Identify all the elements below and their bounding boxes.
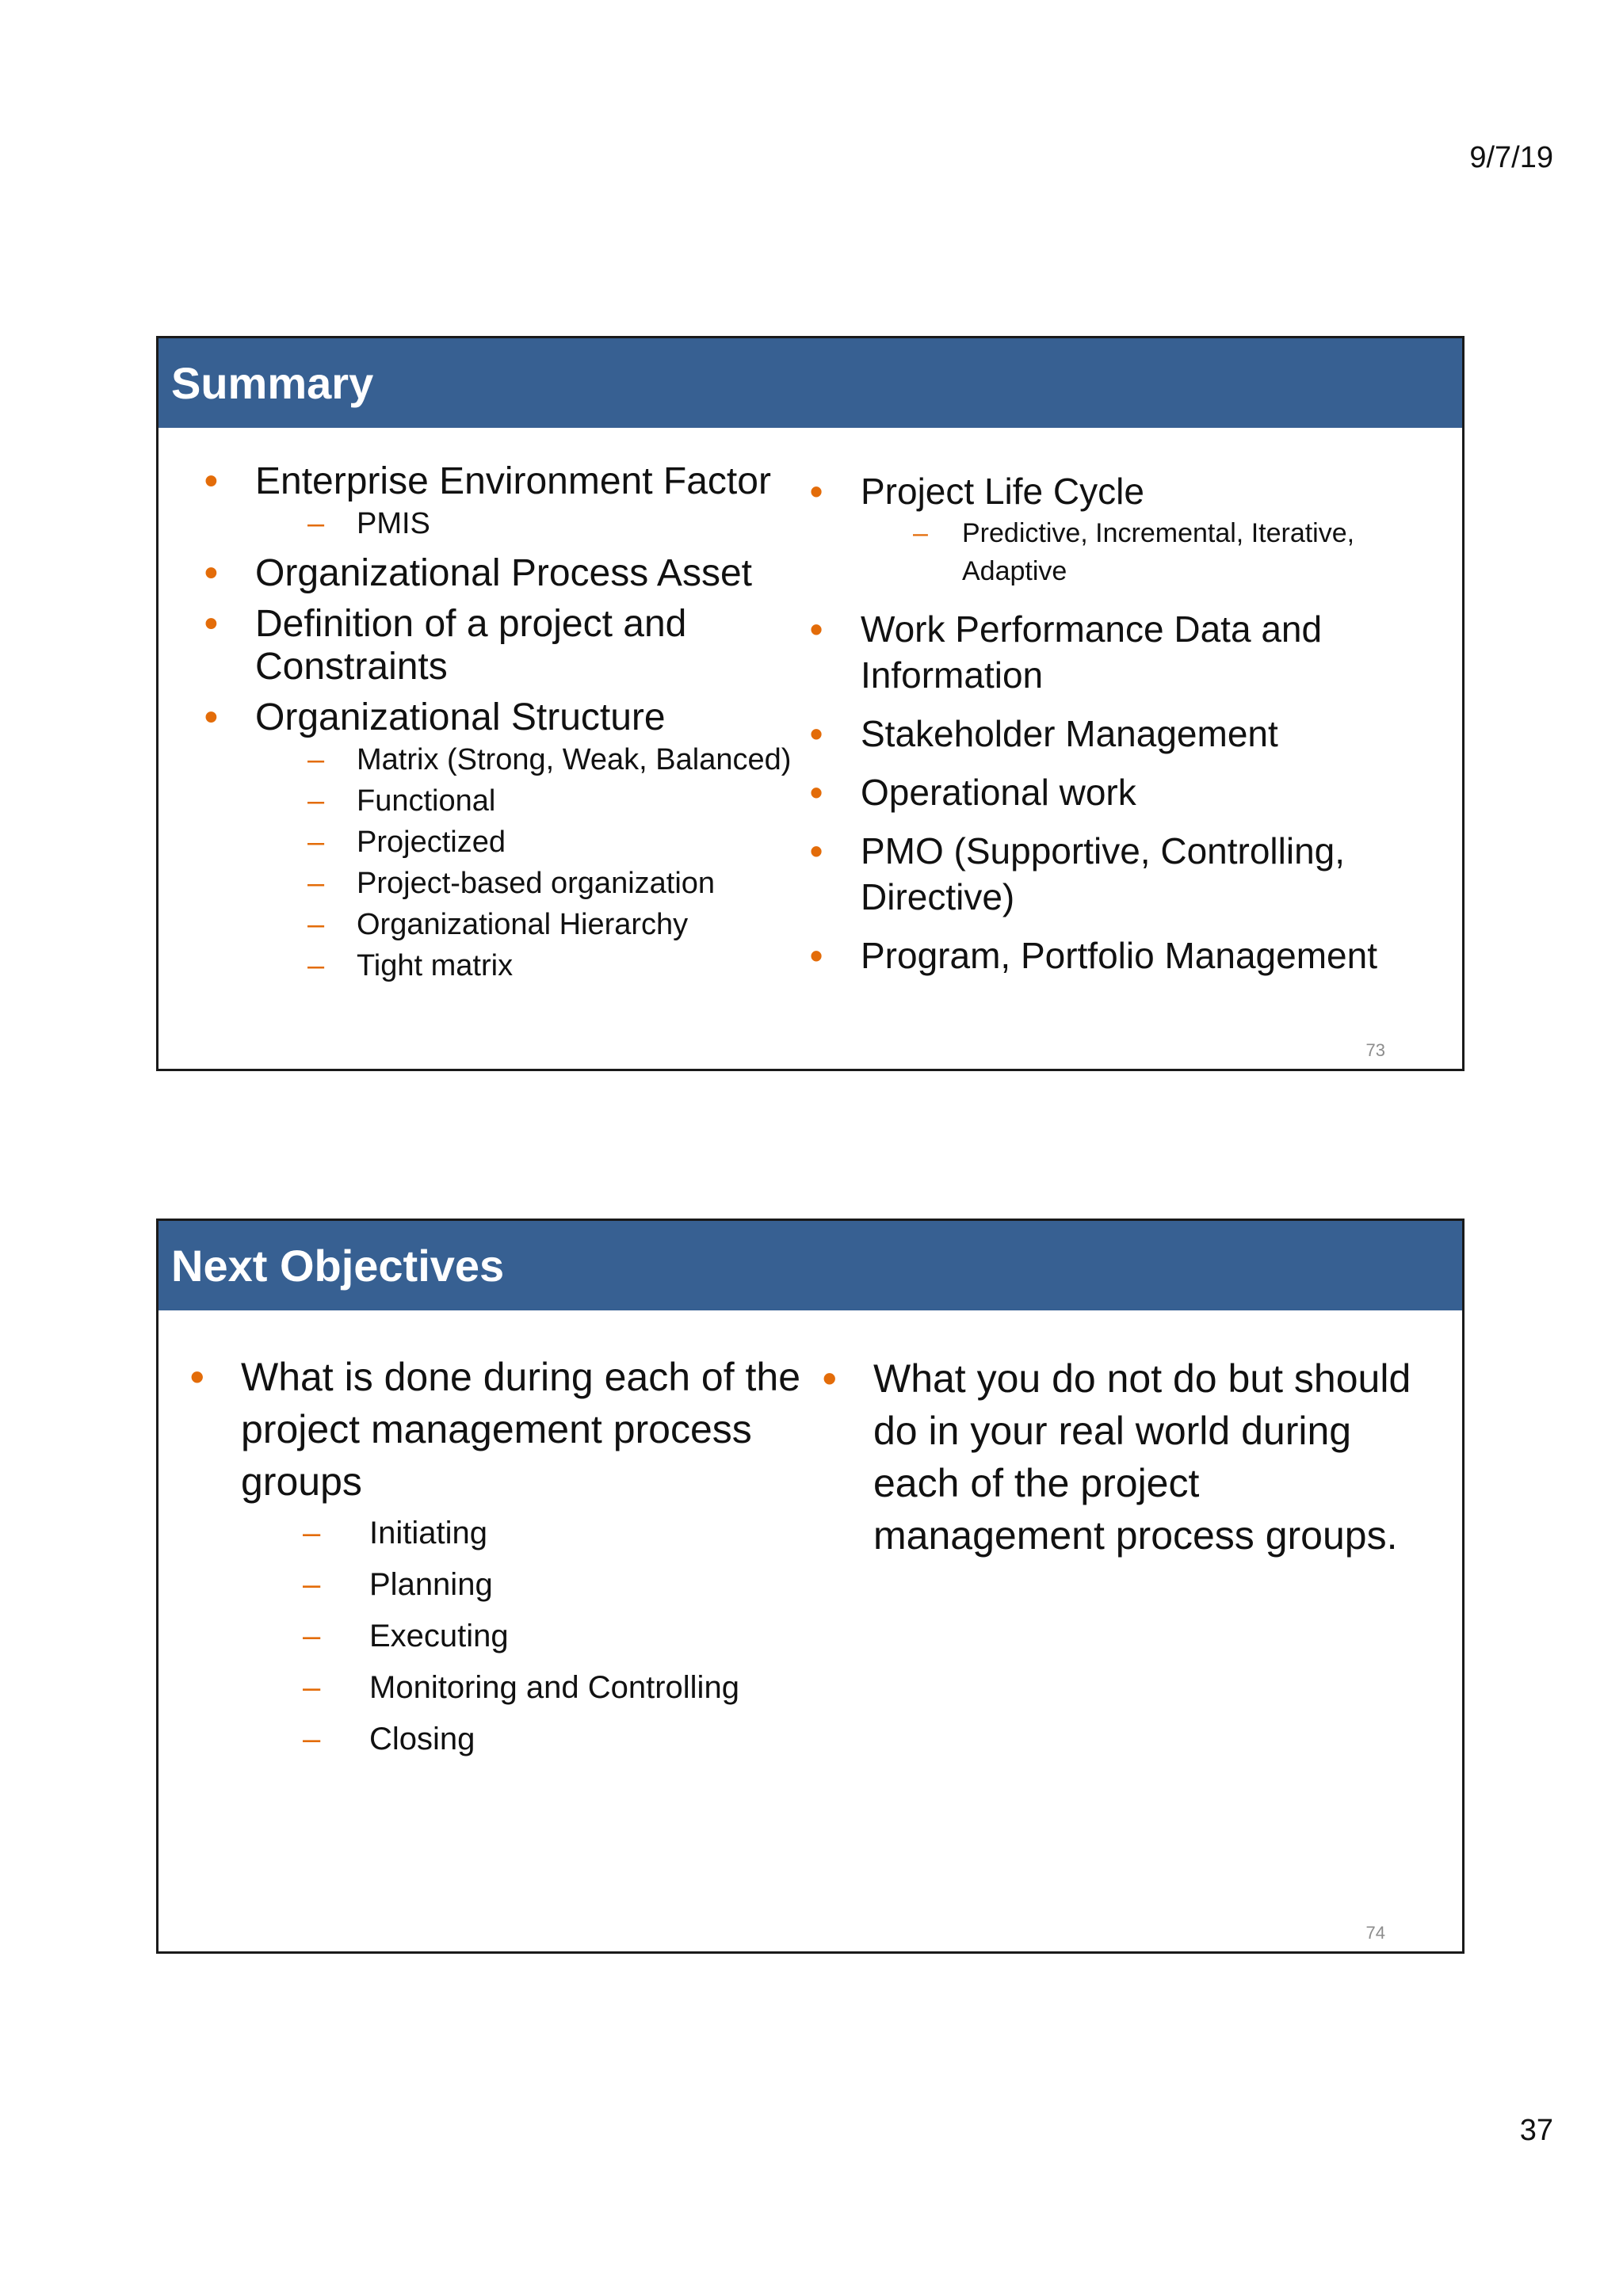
slide-summary bbox=[156, 336, 1465, 1071]
objectives-left-list bbox=[190, 1351, 808, 1773]
list-item bbox=[204, 696, 807, 986]
slide-number: 74 bbox=[1365, 1923, 1385, 1943]
list-item bbox=[190, 1351, 808, 1765]
dash-icon: – bbox=[307, 908, 325, 941]
dash-icon: – bbox=[303, 1567, 321, 1602]
list-item-text: Program, Portfolio Management bbox=[861, 935, 1377, 976]
summary-right-list bbox=[810, 468, 1428, 991]
bullet-icon: • bbox=[810, 713, 823, 754]
bullet-icon: • bbox=[204, 552, 218, 594]
bullet-icon: • bbox=[190, 1355, 204, 1399]
bullet-icon: • bbox=[204, 696, 218, 738]
summary-left-list bbox=[204, 460, 807, 994]
dash-icon: – bbox=[307, 507, 325, 540]
dash-icon: – bbox=[303, 1619, 321, 1653]
list-item-text: Stakeholder Management bbox=[861, 713, 1278, 754]
slide-title: Summary bbox=[158, 338, 1462, 428]
dash-icon: – bbox=[913, 518, 928, 548]
sub-item: – Project-based organization bbox=[307, 863, 807, 904]
sub-item: – Executing bbox=[303, 1611, 808, 1662]
objectives-right-list bbox=[823, 1352, 1441, 1562]
bullet-icon: • bbox=[810, 772, 823, 813]
list-item bbox=[810, 606, 1428, 698]
bullet-icon: • bbox=[204, 460, 218, 502]
slide-next-objectives bbox=[156, 1219, 1465, 1954]
list-item bbox=[204, 603, 807, 688]
sub-item: – Initiating bbox=[303, 1508, 808, 1559]
list-item-text: What is done during each of the project management process groups bbox=[241, 1355, 801, 1504]
list-item bbox=[810, 468, 1428, 590]
dash-icon: – bbox=[307, 867, 325, 900]
list-item-text: Work Performance Data and Information bbox=[861, 608, 1323, 696]
list-item-text: Enterprise Environment Factor bbox=[255, 460, 771, 502]
dash-icon: – bbox=[303, 1670, 321, 1705]
dash-icon: – bbox=[307, 949, 325, 982]
slide-title: Next Objectives bbox=[158, 1221, 1462, 1310]
list-item-text: What you do not do but should do in your real world during each of the project management process groups. bbox=[873, 1356, 1411, 1558]
list-item-text: Organizational Structure bbox=[255, 696, 666, 738]
sub-item: – Predictive, Incremental, Iterative, Adaptive bbox=[913, 514, 1428, 590]
sub-item: – Organizational Hierarchy bbox=[307, 904, 807, 945]
bullet-icon: • bbox=[810, 935, 823, 976]
list-item bbox=[810, 711, 1428, 757]
list-item-text: Definition of a project and Constraints bbox=[255, 603, 687, 688]
bullet-icon: • bbox=[823, 1356, 837, 1401]
list-item bbox=[823, 1352, 1441, 1562]
list-item-text: Project Life Cycle bbox=[861, 471, 1144, 512]
list-item bbox=[204, 460, 807, 544]
sub-item: – Planning bbox=[303, 1559, 808, 1611]
bullet-icon: • bbox=[204, 603, 218, 645]
slide-number: 73 bbox=[1365, 1040, 1385, 1060]
sub-item: – Tight matrix bbox=[307, 945, 807, 986]
dash-icon: – bbox=[307, 743, 325, 776]
page-date: 9/7/19 bbox=[1469, 141, 1553, 174]
sub-item: – Functional bbox=[307, 780, 807, 822]
list-item bbox=[810, 828, 1428, 920]
dash-icon: – bbox=[303, 1516, 321, 1550]
dash-icon: – bbox=[307, 826, 325, 859]
sub-item: – Projectized bbox=[307, 822, 807, 863]
list-item-text: Organizational Process Asset bbox=[255, 552, 752, 594]
list-item bbox=[810, 769, 1428, 815]
bullet-icon: • bbox=[810, 830, 823, 871]
page-number: 37 bbox=[1519, 2114, 1553, 2147]
sub-item: – Closing bbox=[303, 1714, 808, 1765]
list-item bbox=[204, 552, 807, 595]
bullet-icon: • bbox=[810, 608, 823, 650]
sub-item: – Monitoring and Controlling bbox=[303, 1662, 808, 1714]
list-item-text: PMO (Supportive, Controlling, Directive) bbox=[861, 830, 1346, 917]
dash-icon: – bbox=[303, 1722, 321, 1756]
sub-item: – PMIS bbox=[307, 503, 807, 544]
sub-item: – Matrix (Strong, Weak, Balanced) bbox=[307, 739, 807, 780]
list-item bbox=[810, 933, 1428, 978]
dash-icon: – bbox=[307, 784, 325, 818]
list-item-text: Operational work bbox=[861, 772, 1136, 813]
bullet-icon: • bbox=[810, 471, 823, 512]
